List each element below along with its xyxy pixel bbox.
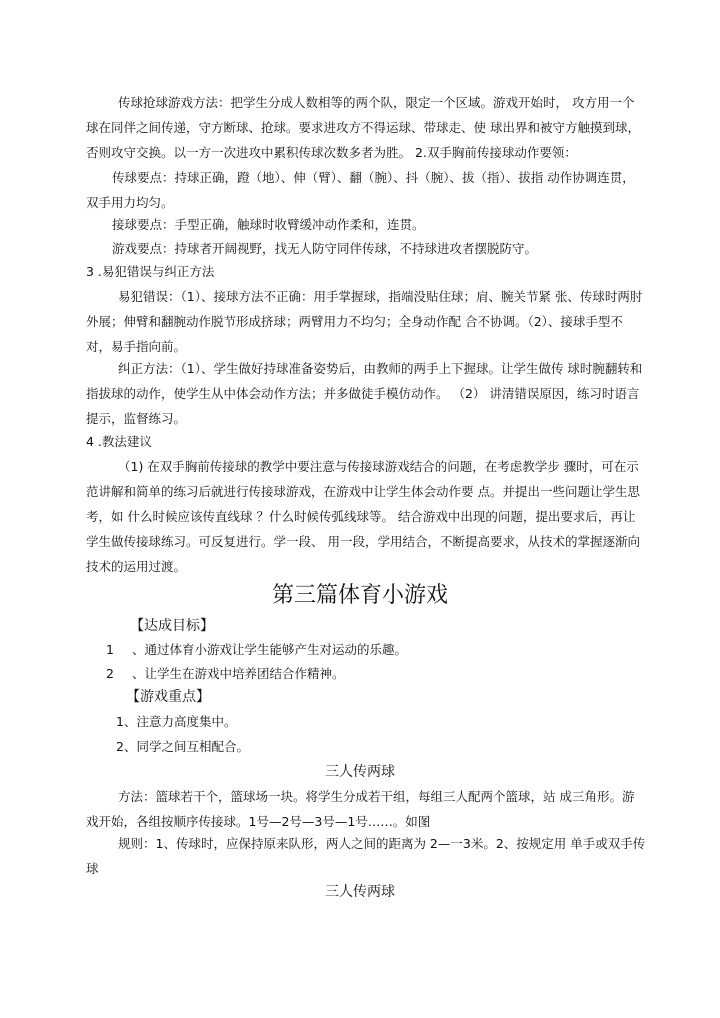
- goal-2-text: 、让学生在游戏中培养团结合作精神。: [132, 666, 345, 681]
- goal-1-text: 、通过体育小游戏让学生能够产生对运动的乐趣。: [132, 642, 408, 657]
- section-title: 第三篇体育小游戏: [271, 583, 448, 608]
- paragraph-game-points: 游戏要点：持球者开阔视野，找无人防守同伴传球，不持球进攻者摆脱防守。: [112, 241, 538, 256]
- heading-common-errors: 3 .易犯错误与纠正方法: [86, 264, 215, 279]
- paragraph-pass-points: 传球要点：持球正确，蹬（地）、伸（臂）、翻（腕）、抖（腕）、拔（指）、拔指 动作协调连贯，双手用力均匀。: [86, 170, 635, 210]
- goals-heading: 【达成目标】: [130, 618, 214, 634]
- key-points-heading: 【游戏重点】: [126, 689, 210, 705]
- paragraph-pass-steal-game: 传球抢球游戏方法：把学生分成人数相等的两个队，限定一个区域。游戏开始时， 攻方用一个球在同伴之间传递，守方断球、抢球。要求进攻方不得运球、带球走、使 球出界和被守方触摸到球，否则攻守交换。以一方一次进攻中累积传球次数多者为胜。 2.双手胸前传接球动作要领：: [86, 95, 640, 160]
- paragraph-teaching-advice: （1) 在双手胸前传接球的教学中要注意与传接球游戏结合的问题，在考虑教学步 骤时，可在示范讲解和简单的练习后就进行传接球游戏，在游戏中让学生体会动作要 点。并提出一些问题让学生思考，如 什么时候应该传直线球 ？什么时候传弧线球等。 结合游戏中出现的问题，提出要求后，再让学生做传接球练习。可反复进行。学一段、 用一段，学用结合，不断提高要求，从技术的掌握逐渐向技术的运用过渡。: [86, 459, 640, 574]
- key-point-1: 1、注意力高度集中。: [116, 714, 237, 729]
- goal-2-number: 2: [106, 666, 114, 681]
- paragraph-method: 方法：篮球若干个，篮球场一块。将学生分成若干组，每组三人配两个篮球，站 成三角形。游戏开始，各组按顺序传接球。1号—2号—3号—1号……。如图: [86, 789, 635, 829]
- goal-1-number: 1: [106, 642, 114, 657]
- paragraph-corrections: 纠正方法：（1）、学生做好持球准备姿势后，由教师的两手上下握球。让学生做传 球时腕翻转和指拔球的动作，使学生从中体会动作方法；并多做徒手模仿动作。 （2） 讲清错误原因，练习时语言提示，监督练习。: [86, 361, 643, 426]
- paragraph-errors: 易犯错误：（1）、接球方法不正确：用手掌握球，指端没贴住球；肩、腕关节紧 张、传球时两肘外展；伸臂和翻腕动作脱节形成挤球；两臂用力不均匀；全身动作配 合不协调。（2）、接球手型不对，易手指向前。: [86, 289, 643, 354]
- heading-teaching-advice: 4 .教法建议: [86, 434, 152, 449]
- game-title-figure: 三人传两球: [325, 884, 395, 900]
- game-title: 三人传两球: [325, 764, 395, 780]
- key-point-2: 2、同学之间互相配合。: [116, 739, 249, 754]
- paragraph-catch-points: 接球要点：手型正确，触球时收臂缓冲动作柔和，连贯。: [112, 217, 425, 232]
- paragraph-rules: 规则：1、传球时，应保持原来队形，两人之间的距离为 2—一3米。2、按规定用 单手或双手传球: [86, 836, 646, 876]
